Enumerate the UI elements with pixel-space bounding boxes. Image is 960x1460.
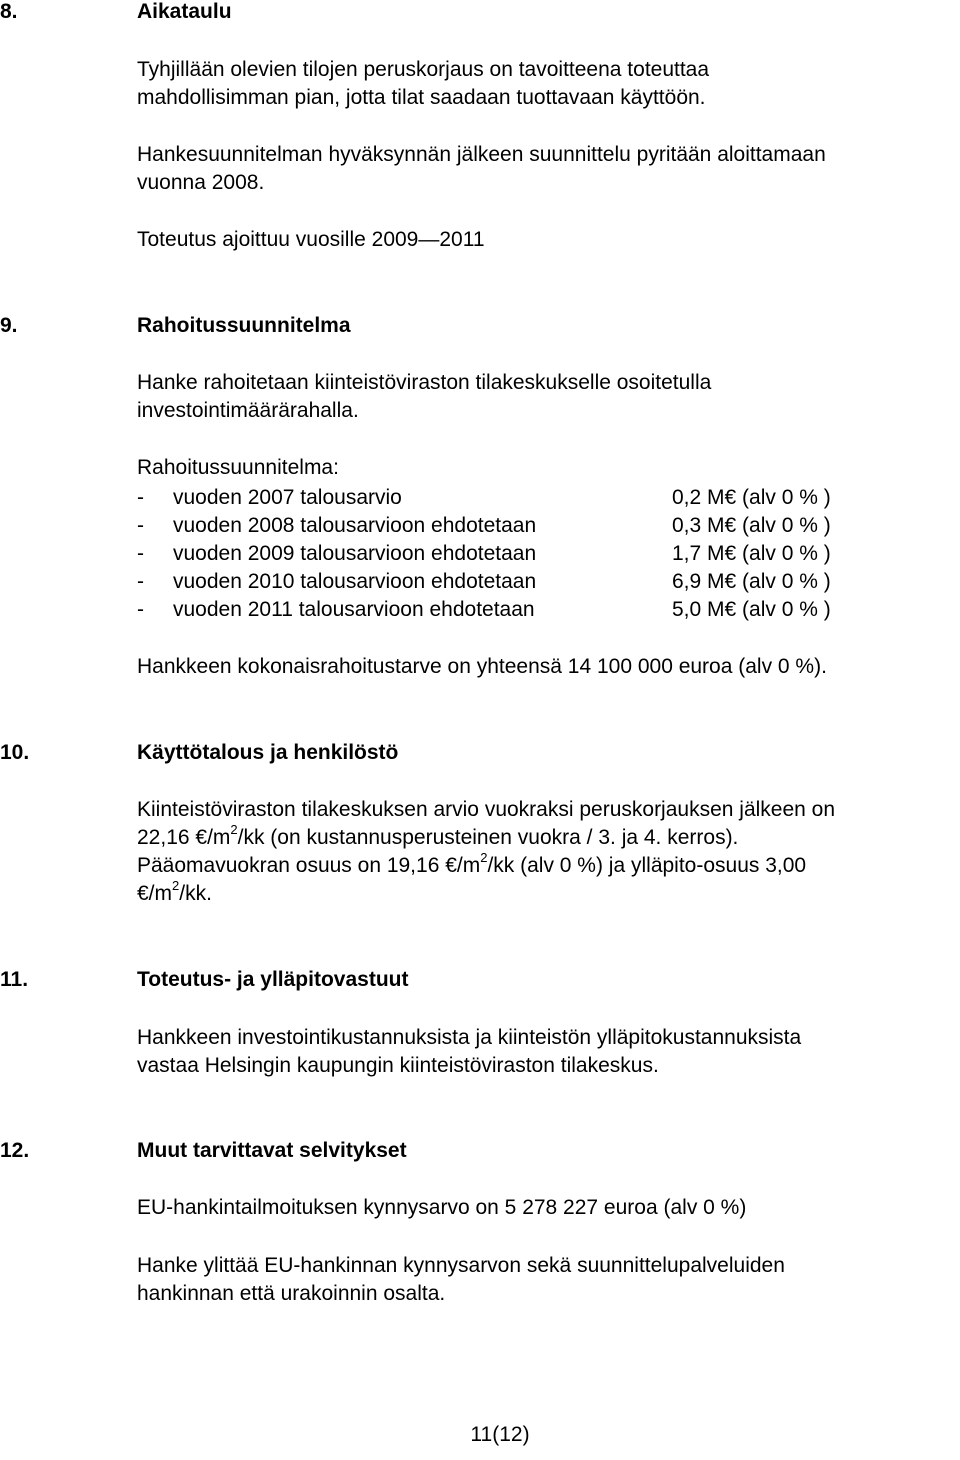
s10-line-2-b: /kk (on kustannusperusteinen vuokra / 3. ja 4. kerros). (237, 826, 739, 849)
s9-paragraph-1-line-2: investointimäärärahalla. (137, 399, 359, 422)
s10-line-4 (137, 880, 212, 908)
s10-line-3-a: Pääomavuokran osuus on 19,16 €/m (137, 854, 481, 877)
section-9-number: 9. (0, 314, 18, 337)
financing-plan-heading: Rahoitussuunnitelma: (137, 456, 339, 479)
s10-line-3-b: /kk (alv 0 %) ja ylläpito-osuus 3,00 (487, 854, 807, 877)
plan-item-label: vuoden 2011 talousarvioon ehdotetaan (173, 598, 535, 621)
section-12-number: 12. (0, 1139, 30, 1162)
plan-item-bullet: - (137, 570, 144, 593)
s8-paragraph-3: Toteutus ajoittuu vuosille 2009—2011 (137, 228, 485, 251)
s12-paragraph-2-line-2: hankinnan että urakoinnin osalta. (137, 1282, 446, 1305)
s9-paragraph-1-line-1: Hanke rahoitetaan kiinteistöviraston tilakeskukselle osoitetulla (137, 371, 712, 394)
section-9-title: Rahoitussuunnitelma (137, 314, 351, 337)
s8-paragraph-1-line-2: mahdollisimman pian, jotta tilat saadaan tuottavaan käyttöön. (137, 86, 706, 109)
section-12-title: Muut tarvittavat selvitykset (137, 1139, 407, 1162)
superscript-2: 2 (480, 850, 488, 865)
section-11-number: 11. (0, 968, 29, 991)
page-number: 11(12) (470, 1423, 530, 1446)
superscript-2: 2 (172, 878, 180, 893)
section-8-title: Aikataulu (137, 0, 232, 23)
plan-item-bullet: - (137, 514, 144, 537)
s10-line-2 (137, 824, 738, 852)
s10-line-4-a: €/m (137, 882, 173, 905)
s10-line-2-a: 22,16 €/m (137, 826, 231, 849)
plan-item-bullet: - (137, 486, 144, 509)
section-10-number: 10. (0, 741, 30, 764)
plan-item-amount: 1,7 M€ (alv 0 % ) (672, 542, 831, 565)
section-11-title: Toteutus- ja ylläpitovastuut (137, 968, 409, 991)
s10-line-3 (137, 852, 806, 880)
plan-item-amount: 5,0 M€ (alv 0 % ) (672, 598, 831, 621)
plan-item-amount: 0,2 M€ (alv 0 % ) (672, 486, 831, 509)
s8-paragraph-2-line-2: vuonna 2008. (137, 171, 265, 194)
s10-line-4-b: /kk. (179, 882, 212, 905)
plan-item-label: vuoden 2008 talousarvioon ehdotetaan (173, 514, 537, 537)
s8-paragraph-2-line-1: Hankesuunnitelman hyväksynnän jälkeen suunnittelu pyritään aloittamaan (137, 143, 826, 166)
plan-item-bullet: - (137, 542, 144, 565)
plan-item-label: vuoden 2010 talousarvioon ehdotetaan (173, 570, 537, 593)
s12-paragraph-2-line-1: Hanke ylittää EU-hankinnan kynnysarvon sekä suunnittelupalveluiden (137, 1254, 785, 1277)
s10-line-1: Kiinteistöviraston tilakeskuksen arvio vuokraksi peruskorjauksen jälkeen on (137, 798, 836, 821)
plan-item-amount: 0,3 M€ (alv 0 % ) (672, 514, 831, 537)
superscript-2: 2 (230, 822, 238, 837)
total-financing-need: Hankkeen kokonaisrahoitustarve on yhteensä 14 100 000 euroa (alv 0 %). (137, 655, 827, 678)
s12-paragraph-1: EU-hankintailmoituksen kynnysarvo on 5 278 227 euroa (alv 0 %) (137, 1196, 747, 1219)
s8-paragraph-1-line-1: Tyhjillään olevien tilojen peruskorjaus on tavoitteena toteuttaa (137, 58, 710, 81)
plan-item-label: vuoden 2009 talousarvioon ehdotetaan (173, 542, 537, 565)
plan-item-amount: 6,9 M€ (alv 0 % ) (672, 570, 831, 593)
section-10-title: Käyttötalous ja henkilöstö (137, 741, 399, 764)
section-8-number: 8. (0, 0, 18, 23)
plan-item-label: vuoden 2007 talousarvio (173, 486, 402, 509)
s11-line-1: Hankkeen investointikustannuksista ja kiinteistön ylläpitokustannuksista (137, 1026, 802, 1049)
s11-line-2: vastaa Helsingin kaupungin kiinteistöviraston tilakeskus. (137, 1054, 659, 1077)
plan-item-bullet: - (137, 598, 144, 621)
